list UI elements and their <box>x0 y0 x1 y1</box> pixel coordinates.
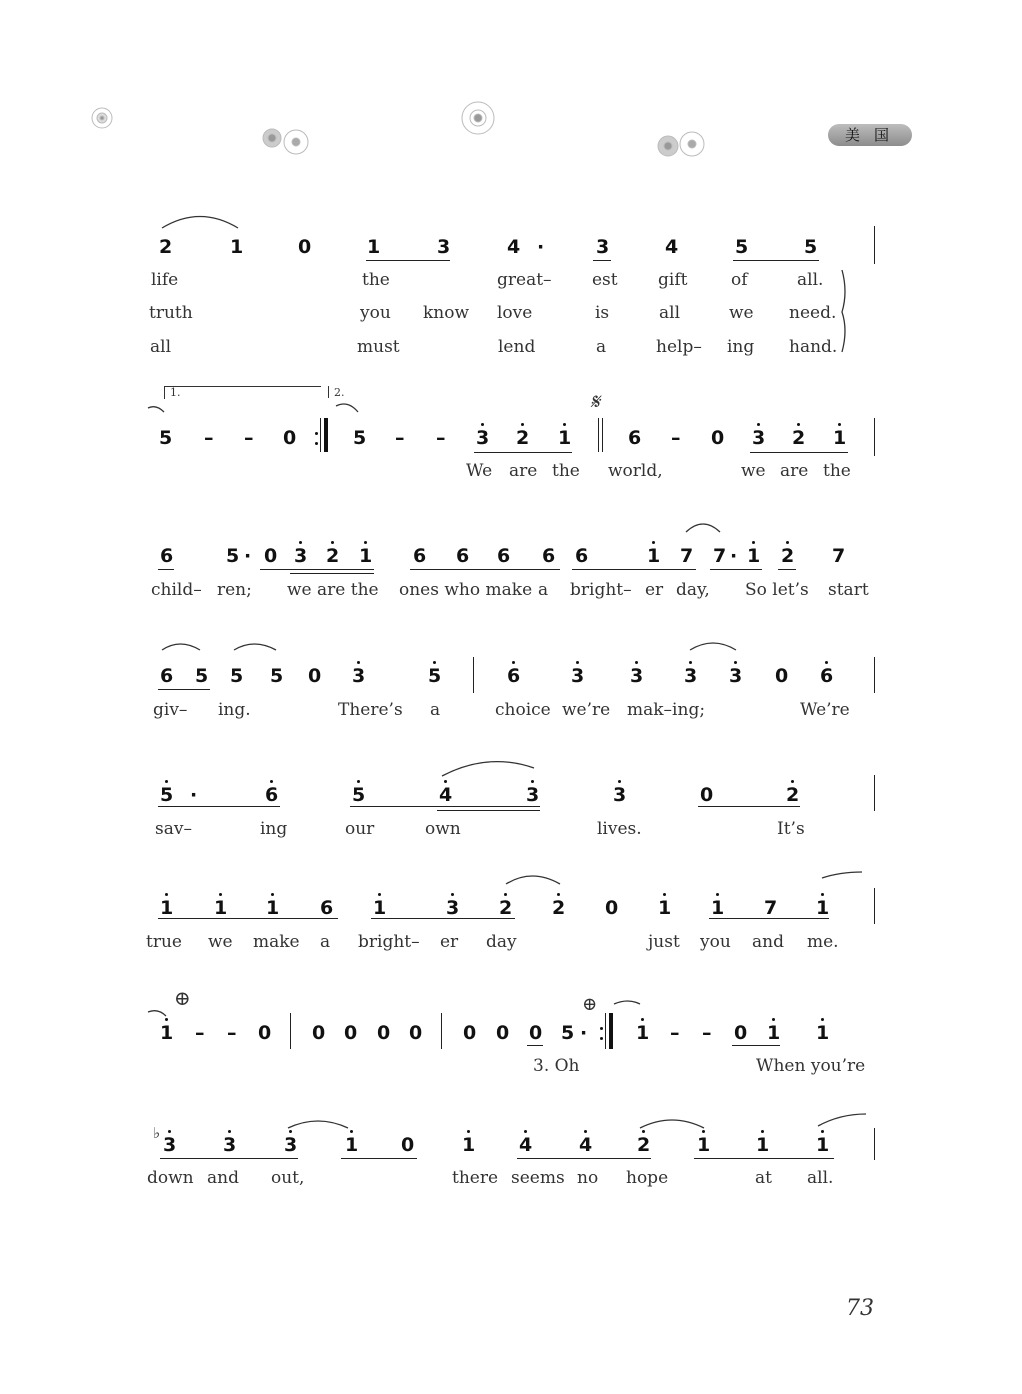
high-dot <box>702 1130 705 1133</box>
note: 3 <box>613 784 627 806</box>
note: 3 <box>571 665 585 687</box>
note: 6 <box>160 545 174 567</box>
lyric: and <box>752 932 784 952</box>
note: 3 <box>596 236 610 258</box>
note: 1 <box>367 236 381 258</box>
lyric: giv– <box>153 700 188 720</box>
lyric: life <box>151 270 179 290</box>
lyric: So let’s <box>745 580 809 600</box>
lyric: are <box>780 461 809 481</box>
high-dot <box>219 893 222 896</box>
high-dot <box>378 893 381 896</box>
note: 4 <box>519 1134 533 1156</box>
high-dot <box>270 780 273 783</box>
note: 6 <box>320 897 334 919</box>
note: 3 <box>446 897 460 919</box>
country-tag: 美国 <box>828 124 912 146</box>
dash: – <box>436 427 446 449</box>
note: 0 <box>377 1022 391 1044</box>
dash: – <box>195 1022 205 1044</box>
underline <box>474 452 572 453</box>
lyric: start <box>828 580 869 600</box>
barline <box>874 226 875 264</box>
lyric: hand. <box>789 337 838 357</box>
note: 1 <box>747 545 761 567</box>
lyric: all. <box>807 1168 834 1188</box>
note: 3 <box>223 1134 237 1156</box>
note: 1 <box>373 897 387 919</box>
note: 1 <box>359 545 373 567</box>
lyric: hope <box>626 1168 669 1188</box>
lyric: bright– <box>358 932 420 952</box>
note: 3 <box>476 427 490 449</box>
note: 3 <box>163 1134 177 1156</box>
lyric: sav– <box>155 819 192 839</box>
lyric: you <box>700 932 731 952</box>
note: 7 <box>764 897 778 919</box>
note: 6 <box>575 545 589 567</box>
underline <box>366 260 450 261</box>
note: 3 <box>729 665 743 687</box>
note: 0 <box>312 1022 326 1044</box>
note: 5 <box>160 784 174 806</box>
lyric: know <box>423 303 470 323</box>
lyric: 3. Oh <box>533 1056 580 1076</box>
lyric: ing <box>727 337 755 357</box>
lyric: bright– <box>570 580 632 600</box>
high-dot <box>364 541 367 544</box>
lyric: true <box>146 932 182 952</box>
underline <box>160 1158 298 1159</box>
high-dot <box>838 423 841 426</box>
lyric: lend <box>498 337 536 357</box>
lyric: choice <box>495 700 551 720</box>
high-dot <box>228 1130 231 1133</box>
lyric: just <box>648 932 680 952</box>
repeat-dot <box>315 432 318 435</box>
lyric: are <box>509 461 538 481</box>
lyric: We’re <box>800 700 850 720</box>
high-dot <box>350 1130 353 1133</box>
barline <box>874 1128 875 1160</box>
note: 6 <box>820 665 834 687</box>
underline <box>778 569 796 570</box>
dash: – <box>395 427 405 449</box>
high-dot <box>331 541 334 544</box>
dash: – <box>671 427 681 449</box>
repeat-barline <box>320 418 321 452</box>
high-dot <box>512 661 515 664</box>
high-dot <box>271 893 274 896</box>
lyric: of <box>731 270 748 290</box>
underline <box>158 569 174 570</box>
note: 5 <box>428 665 442 687</box>
note: 0 <box>605 897 619 919</box>
underline <box>572 569 696 570</box>
aug-dot: · <box>730 545 738 567</box>
underline <box>158 806 280 807</box>
note: 1 <box>756 1134 770 1156</box>
note: 5 <box>561 1022 575 1044</box>
coda-sign: ⊕ <box>174 986 191 1010</box>
high-dot <box>521 423 524 426</box>
high-dot <box>467 1130 470 1133</box>
high-dot <box>821 1130 824 1133</box>
repeat-barline <box>605 1013 606 1049</box>
note: 6 <box>265 784 279 806</box>
lyric: seems <box>511 1168 565 1188</box>
underline <box>698 806 800 807</box>
dash: – <box>244 427 254 449</box>
lyric: a <box>430 700 441 720</box>
high-dot <box>504 893 507 896</box>
lyric: at <box>755 1168 772 1188</box>
lyric: great– <box>497 270 552 290</box>
note: 3 <box>526 784 540 806</box>
note: 1 <box>697 1134 711 1156</box>
high-dot <box>584 1130 587 1133</box>
lyric: a <box>538 580 549 600</box>
note: 6 <box>542 545 556 567</box>
double-barline <box>602 418 603 452</box>
underline <box>290 573 374 574</box>
note: 1 <box>647 545 661 567</box>
high-dot <box>299 541 302 544</box>
underline <box>517 1158 651 1159</box>
lyric: day, <box>676 580 710 600</box>
volta-1-bracket <box>164 386 321 399</box>
note: 5 <box>159 427 173 449</box>
lyric: ing. <box>218 700 251 720</box>
note: 0 <box>775 665 789 687</box>
volta-2-label: 2. <box>334 386 345 399</box>
lyric: all <box>659 303 681 323</box>
note: 6 <box>507 665 521 687</box>
lyric: we <box>208 932 233 952</box>
note: 4 <box>507 236 521 258</box>
note: 2 <box>499 897 513 919</box>
high-dot <box>481 423 484 426</box>
underline <box>694 1158 834 1159</box>
note: 4 <box>579 1134 593 1156</box>
note: 6 <box>628 427 642 449</box>
high-dot <box>165 893 168 896</box>
note: 3 <box>437 236 451 258</box>
note: 2 <box>637 1134 651 1156</box>
lyric: est <box>592 270 618 290</box>
underline <box>732 1045 780 1046</box>
note: 1 <box>816 897 830 919</box>
note: 0 <box>283 427 297 449</box>
lyric: ing <box>260 819 288 839</box>
lyric: you <box>360 303 391 323</box>
barline <box>874 657 875 693</box>
lyric: we <box>741 461 766 481</box>
note: 3 <box>752 427 766 449</box>
note: 1 <box>160 1022 174 1044</box>
note: 1 <box>767 1022 781 1044</box>
note: 2 <box>792 427 806 449</box>
dash: – <box>670 1022 680 1044</box>
lyric: out, <box>271 1168 305 1188</box>
note: 3 <box>284 1134 298 1156</box>
underline <box>158 918 338 919</box>
lyric: make <box>253 932 300 952</box>
barline <box>874 418 875 456</box>
high-dot <box>689 661 692 664</box>
dash: – <box>227 1022 237 1044</box>
lyric: day <box>486 932 517 952</box>
lyric: gift <box>658 270 688 290</box>
note: 4 <box>439 784 453 806</box>
note: 1 <box>345 1134 359 1156</box>
high-dot <box>716 893 719 896</box>
high-dot <box>772 1018 775 1021</box>
lyric: we <box>729 303 754 323</box>
note: 5 <box>353 427 367 449</box>
high-dot <box>357 661 360 664</box>
lyric: er <box>440 932 459 952</box>
note: 2 <box>516 427 530 449</box>
underline <box>260 569 374 570</box>
barline <box>473 657 474 693</box>
volta-1-label: 1. <box>170 386 181 399</box>
page-number: 73 <box>846 1296 874 1321</box>
high-dot <box>821 893 824 896</box>
underline <box>593 260 611 261</box>
underline <box>341 1158 417 1159</box>
high-dot <box>357 780 360 783</box>
lyric: truth <box>149 303 193 323</box>
lyric: love <box>497 303 533 323</box>
lyric: We <box>466 461 493 481</box>
lyric: lives. <box>597 819 642 839</box>
lyric: me. <box>807 932 839 952</box>
segno-sign: 𝄋 <box>590 390 600 415</box>
lyric: ones who make <box>399 580 533 600</box>
note: 1 <box>160 897 174 919</box>
note: 3 <box>352 665 366 687</box>
note: 5 <box>804 236 818 258</box>
aug-dot: · <box>580 1022 588 1044</box>
lyric: the <box>552 461 580 481</box>
high-dot <box>289 1130 292 1133</box>
note: 3 <box>684 665 698 687</box>
note: 2 <box>552 897 566 919</box>
lyric: When you’re <box>756 1056 866 1076</box>
lyric: help– <box>656 337 702 357</box>
note: 7 <box>680 545 694 567</box>
note: 5 <box>195 665 209 687</box>
repeat-dot <box>315 442 318 445</box>
note: 1 <box>833 427 847 449</box>
high-dot <box>168 1130 171 1133</box>
note: 3 <box>630 665 644 687</box>
dash: – <box>702 1022 712 1044</box>
aug-dot: · <box>537 236 545 258</box>
note: 2 <box>159 236 173 258</box>
lyric: It’s <box>777 819 805 839</box>
note: 0 <box>344 1022 358 1044</box>
note: 1 <box>230 236 244 258</box>
lyric: child– <box>151 580 202 600</box>
dash: – <box>204 427 214 449</box>
barline <box>874 775 875 811</box>
lyric: down <box>147 1168 194 1188</box>
lyric: world, <box>608 461 663 481</box>
lyric: we’re <box>562 700 611 720</box>
high-dot <box>663 893 666 896</box>
lyric: must <box>357 337 400 357</box>
high-dot <box>734 661 737 664</box>
note: 0 <box>264 545 278 567</box>
note: 5 <box>270 665 284 687</box>
note: 5 <box>226 545 240 567</box>
high-dot <box>433 661 436 664</box>
note: 5 <box>352 784 366 806</box>
lyric: all <box>150 337 172 357</box>
lyric: there <box>452 1168 499 1188</box>
note: 1 <box>558 427 572 449</box>
underline <box>750 452 848 453</box>
note: 6 <box>160 665 174 687</box>
lyric: own <box>425 819 461 839</box>
lyric: no <box>577 1168 599 1188</box>
aug-dot: · <box>190 784 198 806</box>
note: 0 <box>734 1022 748 1044</box>
note: 1 <box>636 1022 650 1044</box>
note: 2 <box>781 545 795 567</box>
underline <box>371 918 515 919</box>
barline <box>290 1013 291 1049</box>
high-dot <box>635 661 638 664</box>
barline <box>441 1013 442 1049</box>
note: 0 <box>308 665 322 687</box>
lyric: a <box>320 932 331 952</box>
high-dot <box>563 423 566 426</box>
lyric: our <box>345 819 375 839</box>
high-dot <box>652 541 655 544</box>
high-dot <box>524 1130 527 1133</box>
barline <box>874 888 875 924</box>
note: 7 <box>832 545 846 567</box>
underline <box>437 810 540 811</box>
lyric: is <box>595 303 610 323</box>
lyric: a <box>596 337 607 357</box>
high-dot <box>576 661 579 664</box>
underline <box>527 1045 543 1046</box>
note: 1 <box>658 897 672 919</box>
high-dot <box>557 893 560 896</box>
high-dot <box>451 893 454 896</box>
note: 1 <box>816 1134 830 1156</box>
note: 6 <box>456 545 470 567</box>
high-dot <box>821 1018 824 1021</box>
lyric: There’s <box>338 700 403 720</box>
note: 1 <box>266 897 280 919</box>
underline <box>709 918 829 919</box>
note: 1 <box>462 1134 476 1156</box>
note: 6 <box>497 545 511 567</box>
flat-sign: ♭ <box>153 1124 161 1142</box>
note: 0 <box>258 1022 272 1044</box>
high-dot <box>641 1018 644 1021</box>
repeat-dot <box>600 1027 603 1030</box>
lyric: and <box>207 1168 239 1188</box>
aug-dot: · <box>244 545 252 567</box>
note: 1 <box>711 897 725 919</box>
high-dot <box>752 541 755 544</box>
high-dot <box>531 780 534 783</box>
high-dot <box>791 780 794 783</box>
underline <box>410 569 560 570</box>
repeat-dot <box>600 1037 603 1040</box>
high-dot <box>825 661 828 664</box>
lyric: er <box>645 580 664 600</box>
note: 2 <box>326 545 340 567</box>
note: 7 <box>713 545 727 567</box>
note: 0 <box>529 1022 543 1044</box>
note: 1 <box>214 897 228 919</box>
double-barline <box>598 418 599 452</box>
note: 5 <box>735 236 749 258</box>
lyric: mak–ing; <box>627 700 706 720</box>
high-dot <box>444 780 447 783</box>
note: 6 <box>413 545 427 567</box>
high-dot <box>797 423 800 426</box>
note: 0 <box>298 236 312 258</box>
note: 0 <box>409 1022 423 1044</box>
high-dot <box>642 1130 645 1133</box>
note: 2 <box>786 784 800 806</box>
note: 4 <box>665 236 679 258</box>
underline <box>350 806 540 807</box>
coda-sign: ⊕ <box>582 994 598 1015</box>
note: 0 <box>711 427 725 449</box>
note: 1 <box>816 1022 830 1044</box>
note: 0 <box>463 1022 477 1044</box>
lyric: the <box>362 270 390 290</box>
note: 3 <box>294 545 308 567</box>
note: 0 <box>401 1134 415 1156</box>
repeat-barline <box>609 1013 613 1049</box>
lyric: the <box>823 461 851 481</box>
lyric: we are the <box>287 580 379 600</box>
high-dot <box>786 541 789 544</box>
high-dot <box>165 780 168 783</box>
lyric: all. <box>797 270 824 290</box>
underline <box>733 260 819 261</box>
note: 5 <box>230 665 244 687</box>
repeat-barline <box>324 418 328 452</box>
lyric: ren; <box>217 580 252 600</box>
underline <box>710 569 762 570</box>
high-dot <box>761 1130 764 1133</box>
high-dot <box>618 780 621 783</box>
lyric: need. <box>789 303 837 323</box>
note: 0 <box>496 1022 510 1044</box>
note: 0 <box>700 784 714 806</box>
high-dot <box>165 1018 168 1021</box>
high-dot <box>757 423 760 426</box>
underline <box>158 689 210 690</box>
